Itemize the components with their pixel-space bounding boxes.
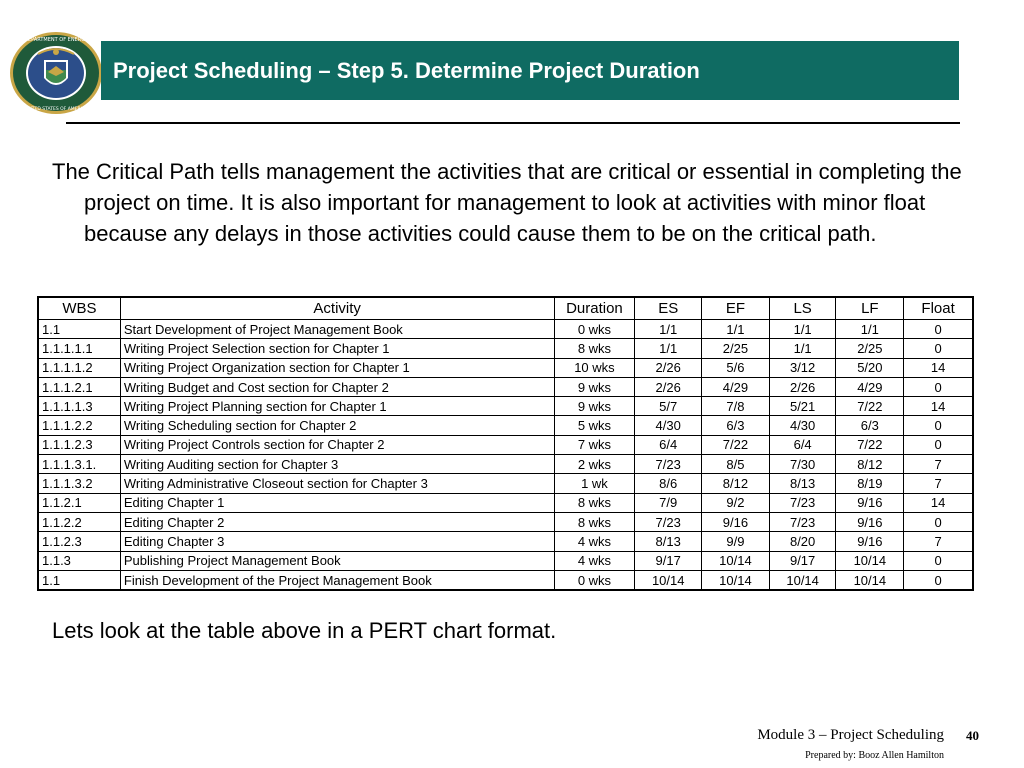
cell-duration: 8 wks (554, 339, 635, 358)
cell-activity: Writing Project Organization section for Chapter 1 (120, 358, 554, 377)
table-row (38, 358, 973, 377)
cell-duration: 9 wks (554, 397, 635, 416)
table-row (38, 397, 973, 416)
cell-float: 0 (904, 435, 973, 454)
cell-duration: 7 wks (554, 435, 635, 454)
title-bar (101, 41, 959, 100)
cell-activity: Writing Auditing section for Chapter 3 (120, 455, 554, 474)
cell-ls: 7/23 (769, 493, 836, 512)
header-ef: EF (702, 297, 770, 320)
footer-module-label: Module 3 – Project Scheduling (757, 727, 944, 743)
header-es: ES (635, 297, 702, 320)
header-activity: Activity (120, 297, 554, 320)
cell-activity: Publishing Project Management Book (120, 551, 554, 570)
header-lf: LF (836, 297, 904, 320)
cell-duration: 4 wks (554, 551, 635, 570)
cell-ef: 8/12 (702, 474, 770, 493)
cell-activity: Writing Project Controls section for Chapter 2 (120, 435, 554, 454)
table-row (38, 551, 973, 570)
cell-activity: Writing Scheduling section for Chapter 2 (120, 416, 554, 435)
cell-es: 2/26 (635, 377, 702, 396)
cell-wbs: 1.1.1.2.3 (38, 435, 120, 454)
cell-activity: Writing Administrative Closeout section for Chapter 3 (120, 474, 554, 493)
cell-wbs: 1.1.1.3.1. (38, 455, 120, 474)
cell-ef: 9/2 (702, 493, 770, 512)
cell-ls: 3/12 (769, 358, 836, 377)
cell-lf: 4/29 (836, 377, 904, 396)
cell-ef: 9/9 (702, 532, 770, 551)
cell-lf: 7/22 (836, 435, 904, 454)
cell-ls: 8/13 (769, 474, 836, 493)
cell-ls: 1/1 (769, 320, 836, 339)
cell-ef: 9/16 (702, 512, 770, 531)
svg-text:DEPARTMENT OF ENERGY: DEPARTMENT OF ENERGY (24, 37, 88, 43)
cell-ef: 8/5 (702, 455, 770, 474)
header-wbs: WBS (38, 297, 120, 320)
department-of-energy-seal-logo (8, 30, 104, 116)
slide-title: Project Scheduling – Step 5. Determine Project Duration (113, 58, 700, 83)
cell-float: 0 (904, 377, 973, 396)
cell-wbs: 1.1 (38, 320, 120, 339)
table-row (38, 377, 973, 396)
cell-ls: 4/30 (769, 416, 836, 435)
schedule-table-body (38, 320, 973, 591)
cell-duration: 2 wks (554, 455, 635, 474)
cell-ef: 10/14 (702, 570, 770, 590)
cell-lf: 8/19 (836, 474, 904, 493)
page-number: 40 (966, 728, 979, 743)
table-row (38, 474, 973, 493)
table-row (38, 455, 973, 474)
cell-ls: 10/14 (769, 570, 836, 590)
cell-ef: 6/3 (702, 416, 770, 435)
cell-wbs: 1.1.2.1 (38, 493, 120, 512)
cell-wbs: 1.1.1.1.1 (38, 339, 120, 358)
table-row (38, 512, 973, 531)
cell-wbs: 1.1.1.1.3 (38, 397, 120, 416)
footer-prepared-by: Prepared by: Booz Allen Hamilton (805, 750, 944, 761)
closing-text: Lets look at the table above in a PERT chart format. (52, 618, 557, 643)
cell-lf: 6/3 (836, 416, 904, 435)
cell-lf: 5/20 (836, 358, 904, 377)
cell-duration: 9 wks (554, 377, 635, 396)
cell-lf: 2/25 (836, 339, 904, 358)
cell-duration: 5 wks (554, 416, 635, 435)
cell-ls: 5/21 (769, 397, 836, 416)
cell-activity: Writing Project Selection section for Chapter 1 (120, 339, 554, 358)
cell-lf: 9/16 (836, 512, 904, 531)
table-row (38, 320, 973, 339)
table-row (38, 570, 973, 590)
cell-ls: 6/4 (769, 435, 836, 454)
table-row (38, 532, 973, 551)
cell-duration: 4 wks (554, 532, 635, 551)
cell-activity: Editing Chapter 2 (120, 512, 554, 531)
cell-ls: 7/30 (769, 455, 836, 474)
cell-lf: 9/16 (836, 493, 904, 512)
cell-ef: 2/25 (702, 339, 770, 358)
cell-lf: 9/16 (836, 532, 904, 551)
cell-float: 0 (904, 551, 973, 570)
svg-text:UNITED STATES OF AMERICA: UNITED STATES OF AMERICA (23, 107, 89, 112)
cell-float: 7 (904, 532, 973, 551)
cell-wbs: 1.1.1.3.2 (38, 474, 120, 493)
cell-lf: 8/12 (836, 455, 904, 474)
header-duration: Duration (554, 297, 635, 320)
cell-ls: 1/1 (769, 339, 836, 358)
cell-es: 1/1 (635, 320, 702, 339)
cell-activity: Editing Chapter 3 (120, 532, 554, 551)
cell-float: 14 (904, 358, 973, 377)
cell-wbs: 1.1.1.2.1 (38, 377, 120, 396)
cell-ef: 4/29 (702, 377, 770, 396)
table-row (38, 416, 973, 435)
cell-wbs: 1.1.2.3 (38, 532, 120, 551)
cell-lf: 1/1 (836, 320, 904, 339)
cell-float: 0 (904, 320, 973, 339)
cell-activity: Start Development of Project Management Book (120, 320, 554, 339)
cell-es: 2/26 (635, 358, 702, 377)
cell-ls: 9/17 (769, 551, 836, 570)
cell-es: 7/23 (635, 455, 702, 474)
header-ls: LS (769, 297, 836, 320)
cell-es: 7/9 (635, 493, 702, 512)
cell-es: 8/6 (635, 474, 702, 493)
cell-duration: 8 wks (554, 512, 635, 531)
table-header-row (38, 297, 973, 320)
cell-es: 5/7 (635, 397, 702, 416)
cell-wbs: 1.1.1.1.2 (38, 358, 120, 377)
cell-ls: 7/23 (769, 512, 836, 531)
cell-duration: 8 wks (554, 493, 635, 512)
header-float: Float (904, 297, 973, 320)
cell-ef: 5/6 (702, 358, 770, 377)
title-divider (66, 122, 960, 124)
cell-wbs: 1.1.2.2 (38, 512, 120, 531)
cell-duration: 0 wks (554, 320, 635, 339)
cell-duration: 10 wks (554, 358, 635, 377)
cell-ls: 8/20 (769, 532, 836, 551)
cell-ef: 1/1 (702, 320, 770, 339)
cell-ef: 7/22 (702, 435, 770, 454)
cell-es: 6/4 (635, 435, 702, 454)
cell-duration: 0 wks (554, 570, 635, 590)
cell-duration: 1 wk (554, 474, 635, 493)
schedule-table (37, 296, 974, 591)
cell-es: 7/23 (635, 512, 702, 531)
cell-lf: 10/14 (836, 570, 904, 590)
cell-float: 7 (904, 474, 973, 493)
cell-activity: Writing Budget and Cost section for Chapter 2 (120, 377, 554, 396)
cell-wbs: 1.1 (38, 570, 120, 590)
cell-float: 0 (904, 339, 973, 358)
cell-es: 8/13 (635, 532, 702, 551)
cell-wbs: 1.1.1.2.2 (38, 416, 120, 435)
cell-es: 4/30 (635, 416, 702, 435)
cell-activity: Finish Development of the Project Management Book (120, 570, 554, 590)
cell-ef: 10/14 (702, 551, 770, 570)
cell-wbs: 1.1.3 (38, 551, 120, 570)
cell-activity: Writing Project Planning section for Chapter 1 (120, 397, 554, 416)
cell-es: 1/1 (635, 339, 702, 358)
cell-ls: 2/26 (769, 377, 836, 396)
cell-float: 0 (904, 570, 973, 590)
cell-float: 7 (904, 455, 973, 474)
cell-float: 14 (904, 493, 973, 512)
cell-es: 9/17 (635, 551, 702, 570)
cell-float: 14 (904, 397, 973, 416)
cell-lf: 7/22 (836, 397, 904, 416)
intro-paragraph: The Critical Path tells management the activities that are critical or essential in completing the project on time. It is also important for management to look at activities with minor float because any delays in those activities could cause them to be on the critical path. (52, 159, 962, 246)
cell-es: 10/14 (635, 570, 702, 590)
cell-float: 0 (904, 512, 973, 531)
cell-lf: 10/14 (836, 551, 904, 570)
table-row (38, 435, 973, 454)
table-row (38, 339, 973, 358)
cell-activity: Editing Chapter 1 (120, 493, 554, 512)
cell-float: 0 (904, 416, 973, 435)
cell-ef: 7/8 (702, 397, 770, 416)
table-row (38, 493, 973, 512)
